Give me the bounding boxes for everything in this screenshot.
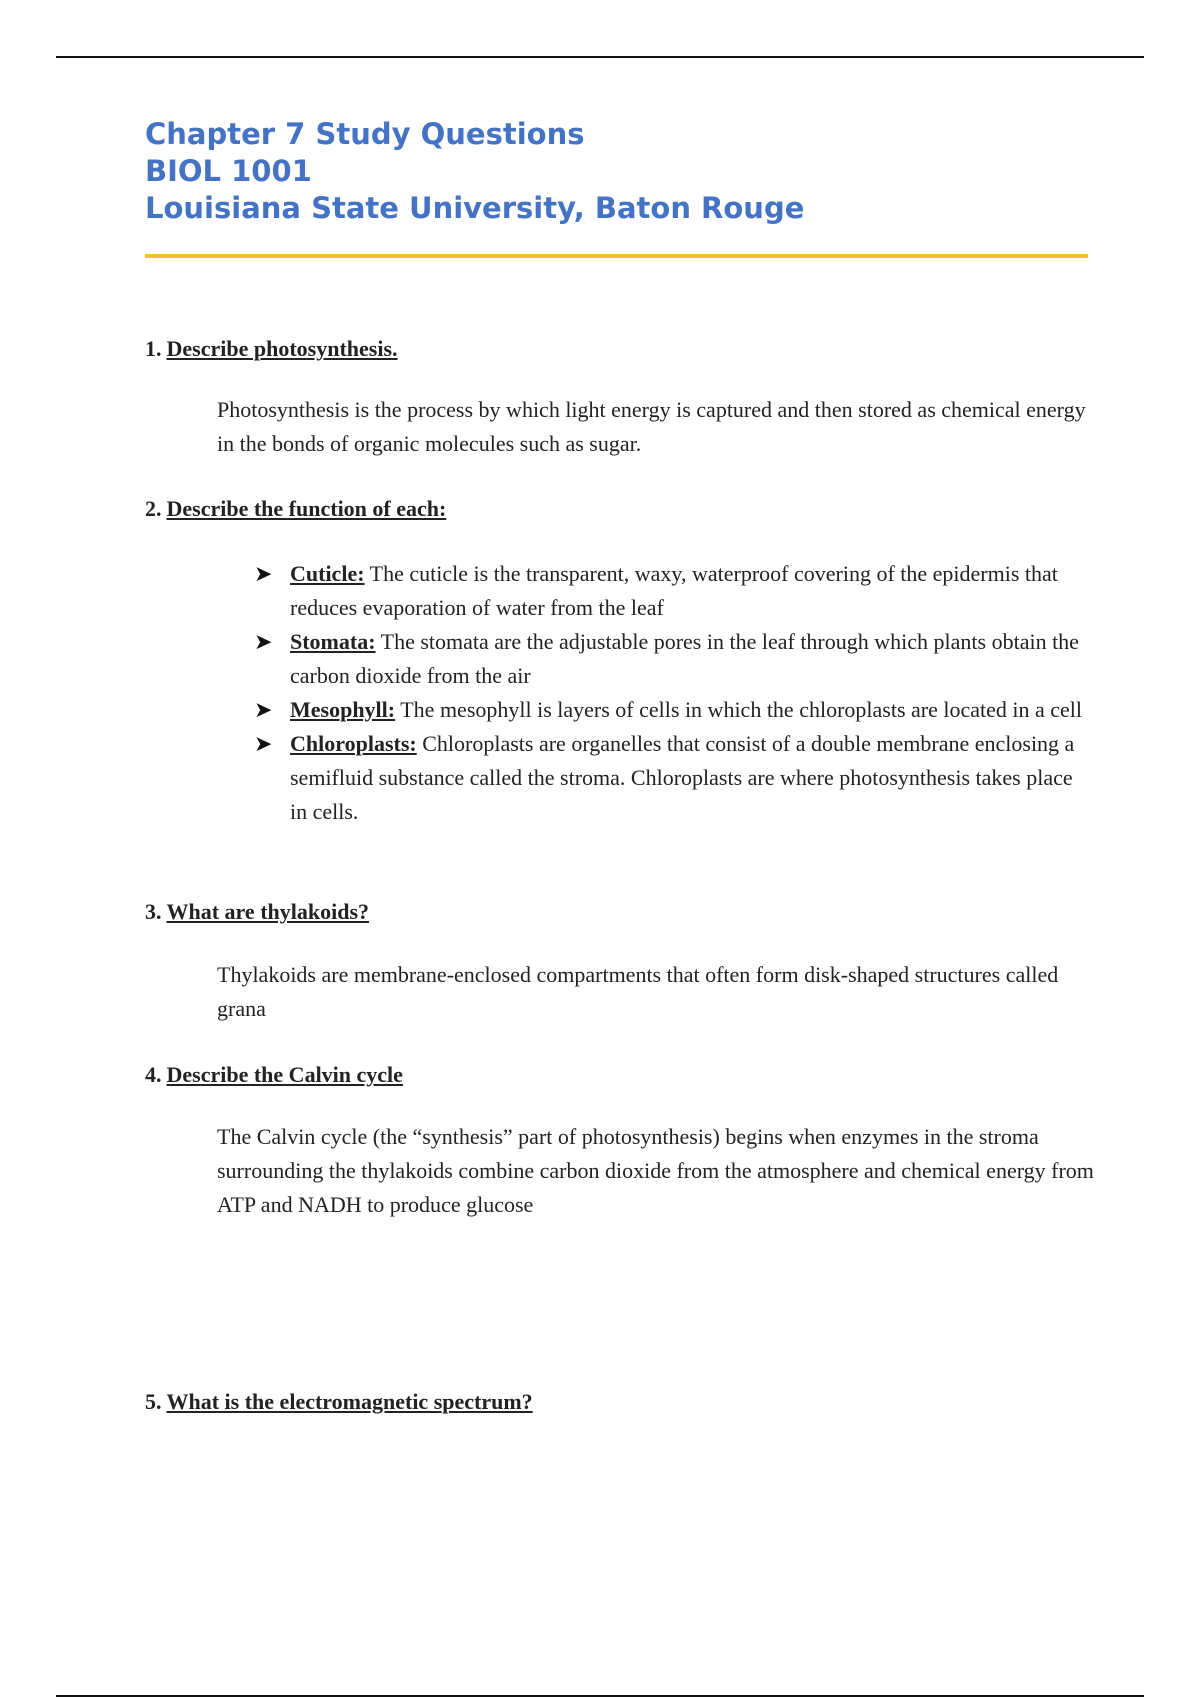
question-number: 2.: [145, 496, 162, 521]
university-name: Louisiana State University, Baton Rouge: [145, 191, 805, 225]
question-text: Describe the function of each:: [166, 496, 447, 521]
question-text: What are thylakoids?: [166, 899, 370, 924]
question-number: 5.: [145, 1389, 162, 1414]
document-title: Chapter 7 Study Questions: [145, 117, 585, 151]
term-label: Chloroplasts:: [290, 731, 417, 756]
arrow-bullet-icon: ➤: [254, 629, 273, 654]
question-2-heading: [145, 494, 446, 524]
term-description: Chloroplasts are organelles that consist of a double membrane enclosing a semifluid substance called the stroma. Chloroplasts are where photosynthesis takes place in cells.: [290, 731, 1075, 824]
top-rule: [56, 56, 1144, 58]
term-label: Stomata:: [290, 629, 376, 654]
question-text: Describe photosynthesis.: [166, 336, 398, 361]
term-label: Cuticle:: [290, 561, 365, 586]
answer-1: Photosynthesis is the process by which light energy is captured and then stored as chemical energy in the bonds of organic molecules such as sugar.: [217, 397, 1086, 456]
question-number: 1.: [145, 336, 162, 361]
list-item-mesophyll: [254, 693, 1090, 727]
question-4-heading: [145, 1060, 403, 1090]
question-number: 3.: [145, 899, 162, 924]
list-item-cuticle: [254, 557, 1090, 625]
term-description: The cuticle is the transparent, waxy, waterproof covering of the epidermis that reduces evaporation of water from the leaf: [290, 561, 1058, 620]
arrow-bullet-icon: ➤: [254, 697, 273, 722]
term-label: Mesophyll:: [290, 697, 396, 722]
answer-3: Thylakoids are membrane-enclosed compartments that often form disk-shaped structures called grana: [217, 962, 1059, 1021]
document-header: [145, 116, 1095, 227]
term-description: The stomata are the adjustable pores in the leaf through which plants obtain the carbon dioxide from the air: [290, 629, 1079, 688]
question-5-heading: [145, 1387, 533, 1417]
list-item-chloroplasts: [254, 727, 1090, 829]
question-number: 4.: [145, 1062, 162, 1087]
course-code: BIOL 1001: [145, 154, 312, 188]
list-item-stomata: [254, 625, 1090, 693]
question-text: What is the electromagnetic spectrum?: [166, 1389, 533, 1414]
question-3-heading: [145, 897, 369, 927]
bottom-rule: [56, 1695, 1144, 1697]
arrow-bullet-icon: ➤: [254, 561, 273, 586]
term-description: The mesophyll is layers of cells in which the chloroplasts are located in a cell: [400, 697, 1083, 722]
title-underline-rule: [145, 254, 1088, 258]
function-list: [254, 557, 1090, 829]
question-1-heading: [145, 334, 398, 364]
question-text: Describe the Calvin cycle: [166, 1062, 403, 1087]
arrow-bullet-icon: ➤: [254, 731, 273, 756]
answer-4: The Calvin cycle (the “synthesis” part of photosynthesis) begins when enzymes in the stroma surrounding the thylakoids combine carbon dioxide from the atmosphere and chemical energy from ATP and NADH to produce glucose: [217, 1124, 1094, 1217]
